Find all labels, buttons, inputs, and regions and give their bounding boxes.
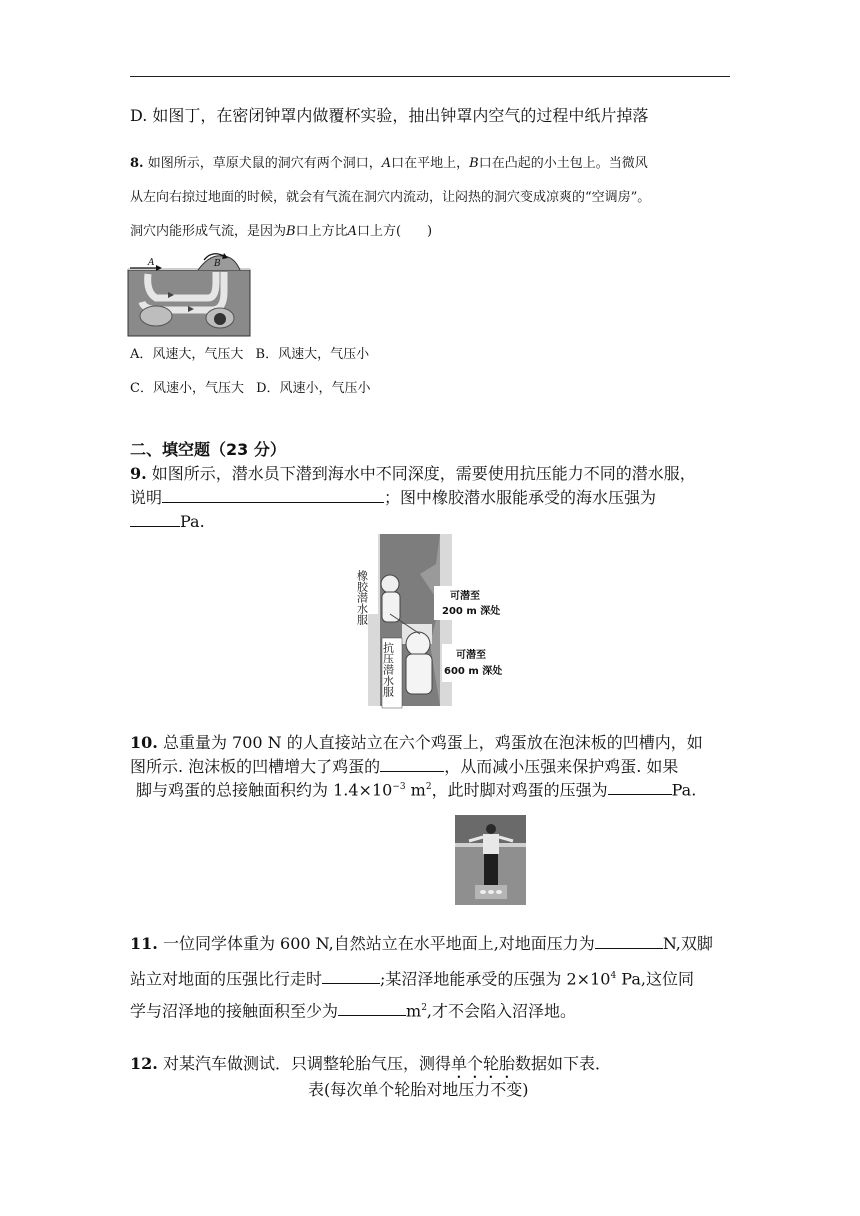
q10-blank-2[interactable] — [608, 780, 672, 795]
q11-number: 11. — [130, 934, 158, 953]
q12-emphasized-text: 单个轮胎 — [450, 1054, 515, 1073]
q11-text: N,双脚 — [662, 934, 713, 953]
q9-line-1 — [130, 464, 696, 484]
q8-text: 口在平地上， — [391, 156, 470, 171]
q8-b-ref: B — [286, 224, 296, 239]
q8-options-row-2 — [130, 379, 371, 399]
q8-line-3 — [130, 222, 432, 242]
q10-text: 图所示. 泡沫板的凹槽增大了鸡蛋的 — [130, 757, 381, 776]
q11-text: 学与沼泽地的接触面积至少为 — [130, 1001, 339, 1021]
q9-line-2 — [130, 488, 656, 508]
q8-b-ref: B — [469, 156, 479, 171]
q11-blank-3[interactable] — [338, 1001, 406, 1016]
q12-text: 对某汽车做测试．只调整轮胎气压，测得 — [162, 1054, 451, 1073]
q10-exponent: 2 — [425, 782, 432, 792]
q9-number: 9. — [130, 464, 147, 483]
q8-text: 口上方比 — [295, 224, 348, 239]
q12-line-1 — [130, 1054, 611, 1082]
q10-text: ，此时脚对鸡蛋的压强为 — [431, 780, 608, 800]
q9-blank-1[interactable] — [162, 488, 384, 503]
q11-exponent: 4 — [610, 971, 617, 981]
rubber-depth-label-2: 200 m 深处 — [442, 606, 501, 617]
section-title: 二、填空题（23 分） — [130, 440, 286, 459]
q10-line-3 — [136, 777, 696, 800]
fig-label-a: A — [148, 258, 155, 268]
q8-option-a: A．风速大，气压大 — [130, 347, 244, 362]
q11-line-1 — [130, 934, 713, 954]
q10-line-1 — [130, 733, 703, 753]
q11-line-3 — [130, 998, 576, 1021]
q10-text: m — [405, 780, 426, 800]
q11-blank-2[interactable] — [322, 969, 380, 984]
q11-blank-1[interactable] — [595, 934, 663, 949]
q8-line-2: 从左向右掠过地面的时候，就会有气流在洞穴内流动，让闷热的洞穴变成凉爽的“空调房”。 — [130, 190, 651, 205]
q12-number: 12. — [130, 1054, 158, 1073]
rubber-suit-label: 橡胶潜水服 — [355, 570, 369, 625]
q8-option-c: C．风速小，气压大 — [130, 381, 244, 396]
pressure-suit-label: 抗压潜水服 — [381, 642, 395, 697]
q12-table-caption: 表(每次单个轮胎对地压力不变) — [308, 1080, 529, 1099]
q8-options-row-1 — [130, 345, 369, 365]
q10-exponent: −3 — [392, 782, 406, 792]
q11-text: ,才不会陷入沼泽地。 — [426, 1001, 577, 1021]
q10-number: 10. — [130, 733, 158, 752]
pressure-depth-label-1: 可潜至 — [456, 650, 486, 661]
q8-a-ref: A — [347, 224, 357, 239]
q8-text: 如图所示，草原犬鼠的洞穴有两个洞口， — [147, 156, 382, 171]
q9-text: 说明 — [130, 488, 163, 507]
diver-figure — [355, 534, 503, 706]
q8-text: 口上方( ) — [356, 224, 433, 239]
q10-text: 脚与鸡蛋的总接触面积约为 1.4×10 — [136, 780, 393, 800]
fig-label-b: B — [214, 259, 221, 269]
q11-text: ;某沼泽地能承受的压强为 2×10 — [380, 969, 611, 989]
pressure-depth-label-2: 600 m 深处 — [444, 666, 503, 677]
q8-text: 口在凸起的小土包上。当微风 — [478, 156, 648, 171]
q8-text: 洞穴内能形成气流，是因为 — [130, 224, 287, 239]
q10-text: 总重量为 700 N 的人直接站立在六个鸡蛋上，鸡蛋放在泡沫板的凹槽内，如 — [162, 733, 703, 752]
burrow-figure — [128, 252, 250, 336]
q11-text: m — [406, 1001, 422, 1021]
q9-text: ；图中橡胶潜水服能承受的海水压强为 — [384, 488, 657, 507]
q8-a-ref: A — [381, 156, 392, 171]
egg-photo — [455, 815, 526, 905]
q12-text: 数据如下表． — [514, 1054, 611, 1073]
prev-option-d: D. 如图丁，在密闭钟罩内做覆杯实验，抽出钟罩内空气的过程中纸片掉落 — [130, 106, 649, 125]
q11-text: Pa,这位同 — [616, 969, 694, 989]
rubber-depth-label-1: 可潜至 — [450, 591, 480, 602]
q8-option-d: D．风速小，气压小 — [256, 381, 371, 396]
q10-unit: Pa. — [671, 780, 697, 800]
q11-line-2 — [130, 966, 694, 989]
q9-line-3 — [130, 512, 205, 532]
q9-unit: Pa. — [180, 512, 205, 531]
q11-text: 站立对地面的压强比行走时 — [130, 969, 323, 989]
header-rule — [130, 76, 730, 77]
q9-blank-2[interactable] — [130, 512, 180, 527]
q11-text: 一位同学体重为 600 N,自然站立在水平地面上,对地面压力为 — [162, 934, 595, 953]
q8-line-1 — [130, 154, 648, 174]
q11-exponent: 2 — [421, 1003, 427, 1013]
q8-number: 8. — [130, 156, 144, 171]
q8-option-b: B．风速大，气压小 — [255, 347, 370, 362]
q10-line-2 — [130, 757, 678, 777]
q10-blank-1[interactable] — [380, 757, 444, 772]
q10-text: ，从而减小压强来保护鸡蛋. 如果 — [444, 757, 679, 776]
q9-text: 如图所示，潜水员下潜到海水中不同深度，需要使用抗压能力不同的潜水服， — [151, 464, 696, 483]
